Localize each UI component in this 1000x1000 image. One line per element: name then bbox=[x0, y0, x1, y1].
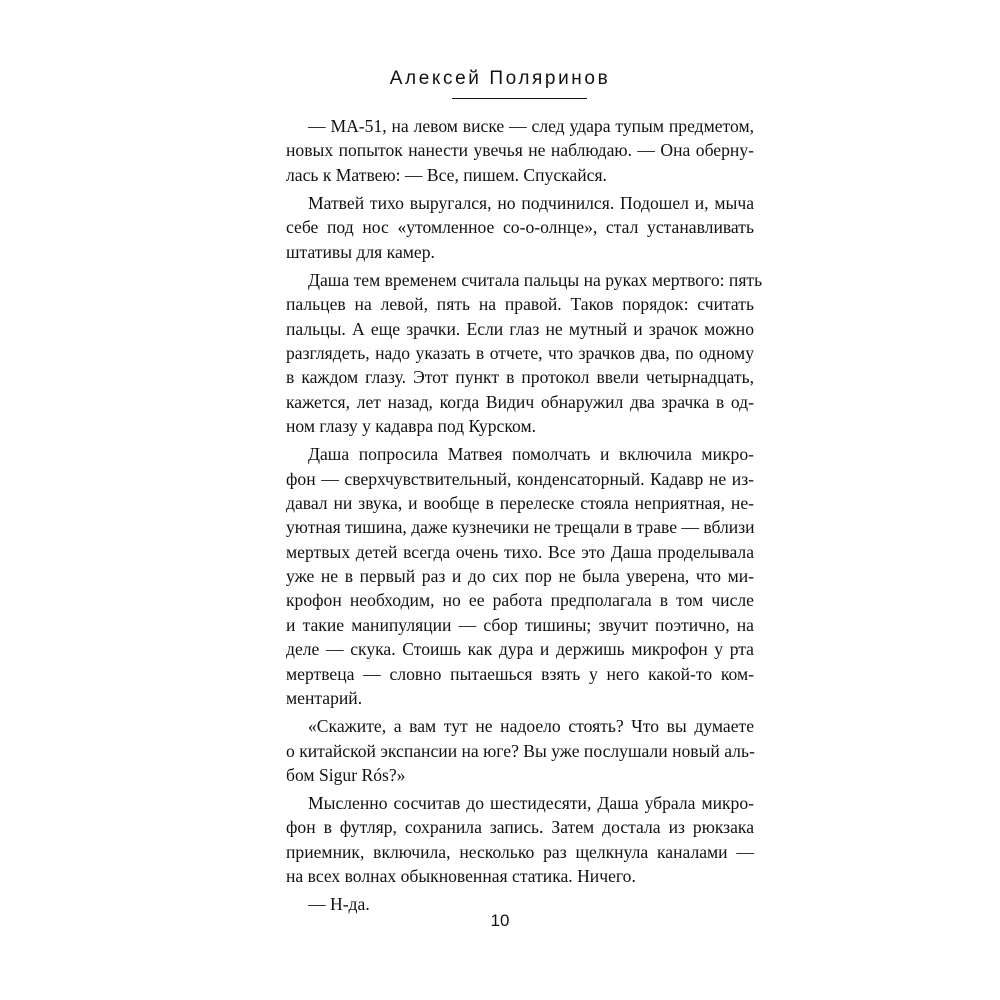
text-line: уже не в первый раз и до сих пор не была уверена, что ми- bbox=[286, 566, 754, 587]
text-line: себе под нос «утомленное со-о-олнце», стал устанавливать bbox=[286, 217, 754, 238]
text-line: и такие манипуляции — сбор тишины; звучит поэтично, на bbox=[286, 614, 754, 635]
text-line: Мысленно сосчитав до шестидесяти, Даша убрала микро- bbox=[308, 792, 754, 813]
text-line: давал ни звука, и вообще в перелеске стояла неприятная, не- bbox=[286, 492, 754, 513]
text-line: пальцев на левой, пять на правой. Таков порядок: считать bbox=[286, 294, 754, 315]
paragraph bbox=[286, 442, 754, 710]
text-line: деле — скука. Стоишь как дура и держишь микрофон у рта bbox=[286, 639, 754, 660]
text-line: «Скажите, а вам тут не надоело стоять? Что вы думаете bbox=[308, 716, 754, 737]
text-line: фон в футляр, сохранила запись. Затем достала из рюкзака bbox=[286, 817, 754, 838]
text-line: мертвеца — словно пытаешься взять у него какой-то ком- bbox=[286, 663, 754, 684]
text-line: фон — сверхчувствительный, конденсаторный. Кадавр не из- bbox=[286, 468, 754, 489]
text-line: приемник, включила, несколько раз щелкнула каналами — bbox=[286, 841, 754, 862]
text-line: мертвых детей всегда очень тихо. Все это Даша проделывала bbox=[286, 541, 754, 562]
text-line: разглядеть, надо указать в отчете, что зрачков два, по одному bbox=[286, 342, 754, 363]
text-line: новых попыток нанести увечья не наблюдаю. — Она оберну- bbox=[286, 140, 754, 161]
text-line: — Н-да. bbox=[308, 894, 370, 915]
page-number: 10 bbox=[490, 911, 510, 930]
text-line: ментарий. bbox=[286, 688, 363, 709]
header-rule bbox=[452, 98, 587, 99]
body-text bbox=[286, 114, 763, 917]
paragraph bbox=[286, 791, 754, 889]
paragraph bbox=[286, 191, 754, 264]
text-line: на всех волнах обыкновенная статика. Ничего. bbox=[286, 866, 636, 887]
text-line: ном глазу у кадавра под Курском. bbox=[286, 416, 536, 437]
text-line: в каждом глазу. Этот пункт в протокол ввели четырнадцать, bbox=[286, 367, 754, 388]
paragraph bbox=[286, 268, 763, 439]
paragraph bbox=[286, 714, 754, 787]
paragraph bbox=[286, 114, 754, 187]
text-line: — МА-51, на левом виске — след удара тупым предметом, bbox=[308, 116, 754, 136]
text-line: уютная тишина, даже кузнечики не трещали в траве — вблизи bbox=[286, 517, 755, 538]
text-line: кажется, лет назад, когда Видич обнаружил два зрачка в од- bbox=[286, 391, 754, 412]
text-line: Даша тем временем считала пальцы на руках мертвого: пять bbox=[308, 269, 763, 290]
text-line: Матвей тихо выругался, но подчинился. Подошел и, мыча bbox=[308, 192, 754, 213]
text-line: лась к Матвею: — Все, пишем. Спускайся. bbox=[286, 164, 607, 185]
text-line: крофон необходим, но ее работа предполагала в том числе bbox=[286, 590, 754, 611]
text-line: бом Sigur Rós?» bbox=[286, 764, 406, 785]
text-line: пальцы. А еще зрачки. Если глаз не мутный и зрачок можно bbox=[286, 318, 754, 339]
text-line: Даша попросила Матвея помолчать и включила микро- bbox=[308, 444, 754, 465]
text-line: о китайской экспансии на юге? Вы уже послушали новый аль- bbox=[286, 740, 755, 761]
running-head-author: Алексей Поляринов bbox=[389, 68, 611, 89]
text-line: штативы для камер. bbox=[286, 241, 435, 262]
